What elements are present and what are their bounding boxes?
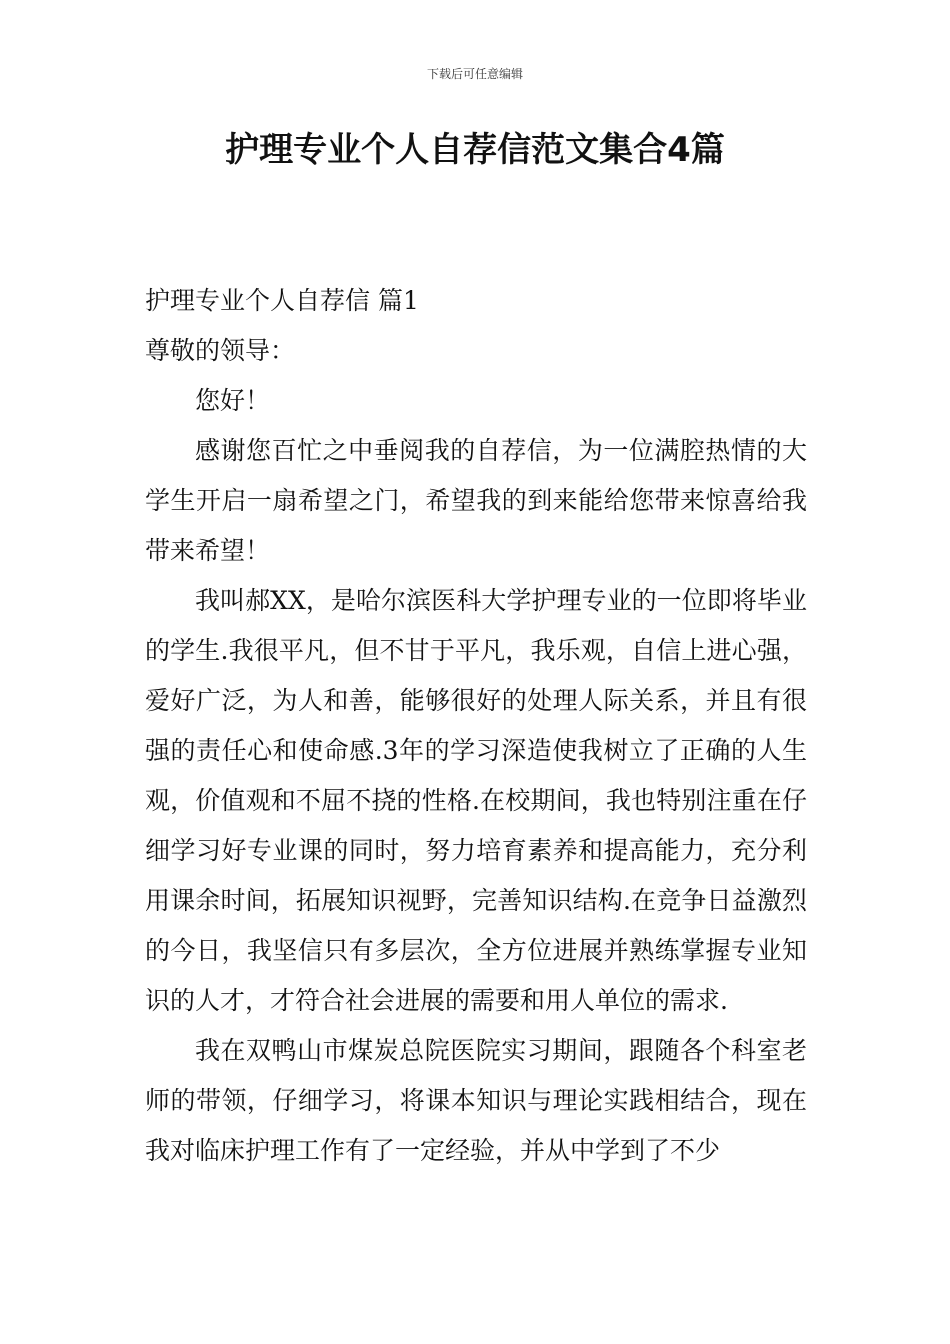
paragraph-3: 我在双鸭山市煤炭总院医院实习期间，跟随各个科室老师的带领，仔细学习，将课本知识与理论实践相结合，现在我对临床护理工作有了一定经验，并从中学到了不少	[145, 1036, 807, 1165]
document-body	[145, 276, 807, 1176]
document-title: 护理专业个人自荐信范文集合4篇	[225, 130, 725, 170]
greeting: 您好！	[195, 386, 271, 415]
paragraph-1: 感谢您百忙之中垂阅我的自荐信，为一位满腔热情的大学生开启一扇希望之门，希望我的到来能给您带来惊喜给我带来希望！	[145, 436, 807, 565]
salutation: 尊敬的领导：	[145, 336, 296, 365]
header-note: 下载后可任意编辑	[426, 67, 523, 81]
paragraph-2: 我叫郝XX，是哈尔滨医科大学护理专业的一位即将毕业的学生.我很平凡，但不甘于平凡，我乐观，自信上进心强，爱好广泛，为人和善，能够很好的处理人际关系，并且有很强的责任心和使命感.3年的学习深造使我树立了正确的人生观，价值观和不屈不挠的性格.在校期间，我也特别注重在仔细学习好专业课的同时，努力培育素养和提高能力，充分利用课余时间，拓展知识视野，完善知识结构.在竞争日益激烈的今日，我坚信只有多层次，全方位进展并熟练掌握专业知识的人才，才符合社会进展的需要和用人单位的需求.	[145, 586, 807, 1015]
section-heading: 护理专业个人自荐信 篇1	[145, 286, 419, 315]
